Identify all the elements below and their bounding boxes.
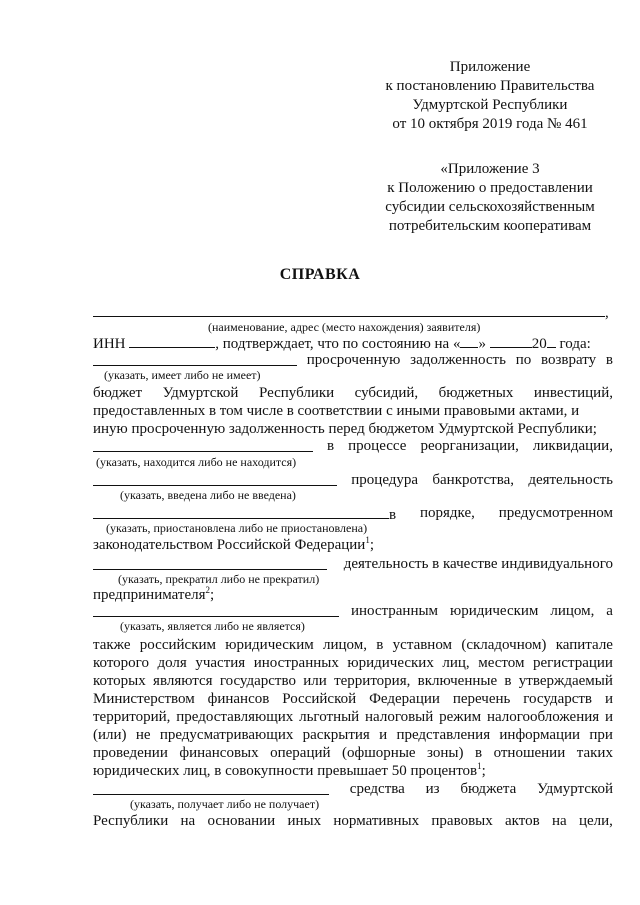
foreign-paragraph-word: капитале xyxy=(555,637,613,653)
debt-line4: иную просроченную задолженность перед бюджетом Удмуртской Республики; xyxy=(93,421,597,437)
foreign-paragraph-word: государств xyxy=(523,691,593,707)
appendix3-line: к Положению о предоставлении xyxy=(387,180,593,196)
footnote-ref: 1 xyxy=(365,535,370,545)
foreign-line xyxy=(93,603,613,620)
foreign-paragraph-word: и xyxy=(604,709,613,725)
day-blank xyxy=(460,334,478,348)
foreign-paragraph-word: в xyxy=(504,673,512,689)
foreign-paragraph-word: которых xyxy=(93,673,146,689)
debt-line2-word: Республики xyxy=(258,385,335,401)
activity-word: порядке, xyxy=(419,505,475,521)
foreign-paragraph-word: налогообложения xyxy=(486,709,600,725)
bankruptcy-blank xyxy=(93,472,337,486)
funds-line2-word: Республики xyxy=(93,813,169,829)
activity-word: предусмотренном xyxy=(498,505,613,521)
reorg-word: процессе xyxy=(348,438,407,454)
foreign-paragraph-word: информации xyxy=(499,727,581,743)
reorg-word: реорганизации, xyxy=(420,438,519,454)
entrepreneur-blank xyxy=(93,556,327,570)
foreign-paragraph-word: юридических xyxy=(347,655,434,671)
foreign-word: иностранным xyxy=(350,603,439,619)
foreign-paragraph-word: (складочном) xyxy=(461,637,547,653)
foreign-paragraph-line xyxy=(93,727,613,744)
reorg-word: в xyxy=(327,438,335,454)
foreign-paragraph-word: не xyxy=(135,727,151,743)
foreign-paragraph-word: регистрации xyxy=(532,655,613,671)
foreign-last-line xyxy=(93,763,613,780)
appendix-line: Удмуртской Республики xyxy=(412,97,568,113)
funds-caption: (указать, получает либо не получает) xyxy=(130,797,320,811)
funds-line2-word: на xyxy=(180,813,196,829)
reorg-blank xyxy=(93,438,313,452)
inn-text1: , подтверждает, что по состоянию на « xyxy=(215,336,461,352)
debt-line xyxy=(93,352,613,369)
foreign-paragraph-word: проведении xyxy=(93,745,168,761)
funds-line2-word: иных xyxy=(287,813,322,829)
foreign-paragraph-word: отношении xyxy=(493,745,566,761)
debt-word: просроченную xyxy=(306,352,401,368)
foreign-paragraph-word: перечень xyxy=(452,691,511,707)
law-text: законодательством Российской Федерации xyxy=(93,537,366,553)
document-title: СПРАВКА xyxy=(279,266,361,283)
law-line xyxy=(93,537,613,554)
inn-text4: года: xyxy=(559,336,591,352)
funds-line2-word: актов xyxy=(505,813,540,829)
activity-blank xyxy=(93,505,389,519)
bankruptcy-caption: (указать, введена либо не введена) xyxy=(120,488,296,502)
foreign-paragraph-word: таких xyxy=(576,745,613,761)
funds-line2 xyxy=(93,813,613,830)
appendix3-line: субсидии сельскохозяйственным xyxy=(385,199,595,215)
applicant-comma: , xyxy=(605,305,609,321)
foreign-paragraph-word: Федерации xyxy=(369,691,440,707)
foreign-paragraph-word: Министерством xyxy=(93,691,195,707)
foreign-paragraph-word: территорий, xyxy=(93,709,171,725)
debt-line3: предоставленных в том числе в соответствии с иными правовыми актами, и xyxy=(93,403,580,419)
foreign-paragraph-word: доля xyxy=(157,655,187,671)
appendix3-header xyxy=(360,160,620,236)
foreign-paragraph-word: операций xyxy=(270,745,331,761)
entrepreneur-text: деятельность в качестве индивидуального xyxy=(343,556,613,572)
foreign-caption: (указать, является либо не является) xyxy=(120,619,305,633)
foreign-paragraph-word: (офшорные xyxy=(342,745,416,761)
inn-line xyxy=(93,334,613,353)
debt-caption: (указать, имеет либо не имеет) xyxy=(104,368,261,382)
foreign-paragraph-word: территория, xyxy=(334,673,411,689)
foreign-paragraph-line xyxy=(93,655,613,672)
bankruptcy-word: процедура xyxy=(351,472,419,488)
debt-line2-word: бюджет xyxy=(93,385,143,401)
debt-line2 xyxy=(93,385,613,402)
reorg-caption: (указать, находится либо не находится) xyxy=(96,455,297,469)
foreign-paragraph-word: и xyxy=(379,727,388,743)
foreign-paragraph-word: финансовых xyxy=(179,745,259,761)
applicant-blank xyxy=(93,303,605,317)
foreign-paragraph-line xyxy=(93,637,613,654)
foreign-paragraph-line xyxy=(93,745,613,762)
foreign-paragraph-word: участия xyxy=(195,655,246,671)
foreign-paragraph-word: также xyxy=(93,637,131,653)
funds-word: бюджета xyxy=(460,781,517,797)
bankruptcy-word: банкротства, xyxy=(432,472,515,488)
foreign-paragraph-word: при xyxy=(589,727,613,743)
foreign-blank xyxy=(93,603,339,617)
bankruptcy-line xyxy=(93,472,613,489)
foreign-paragraph-word: представления xyxy=(396,727,491,743)
funds-line xyxy=(93,781,613,798)
funds-blank xyxy=(93,781,329,795)
appendix-line: к постановлению Правительства xyxy=(385,78,595,94)
applicant-caption: (наименование, адрес (место нахождения) заявителя) xyxy=(208,320,481,334)
inn-text2: » xyxy=(478,336,486,352)
foreign-paragraph-line xyxy=(93,691,613,708)
reorg-line xyxy=(93,438,613,455)
funds-line2-word: на xyxy=(551,813,567,829)
law-end: ; xyxy=(369,537,374,553)
foreign-paragraph-word: режим xyxy=(439,709,482,725)
foreign-paragraph-word: зоны) xyxy=(427,745,464,761)
foreign-last-text: юридических лиц, в совокупности превышает 50 процентов xyxy=(93,763,478,779)
debt-word: задолженность xyxy=(410,352,506,368)
foreign-paragraph-word: являются xyxy=(153,673,213,689)
funds-word: средства xyxy=(349,781,405,797)
foreign-paragraph-word: которого xyxy=(93,655,149,671)
appendix-header xyxy=(360,58,620,134)
bankruptcy-word: деятельность xyxy=(528,472,613,488)
debt-word: в xyxy=(605,352,613,368)
debt-line2-word: инвестиций, xyxy=(533,385,613,401)
funds-line2-word: нормативных xyxy=(333,813,420,829)
funds-word: Удмуртской xyxy=(537,781,613,797)
debt-line2-word: бюджетных xyxy=(438,385,514,401)
foreign-paragraph-word: налоговый xyxy=(365,709,434,725)
foreign-paragraph-word: российским xyxy=(139,637,217,653)
funds-word: из xyxy=(425,781,440,797)
foreign-paragraph-word: утверждаемый xyxy=(518,673,613,689)
footnote-ref: 1 xyxy=(477,761,482,771)
activity-prefix: в xyxy=(389,507,397,523)
debt-line2-word: Удмуртской xyxy=(162,385,239,401)
appendix-line: Приложение xyxy=(449,59,531,75)
foreign-paragraph-word: в xyxy=(474,745,483,761)
month-blank xyxy=(490,334,532,348)
foreign-word: лицом, xyxy=(550,603,595,619)
entrepreneur-caption: (указать, прекратил либо не прекратил) xyxy=(118,572,320,586)
foreign-paragraph-word: (или) xyxy=(93,727,127,743)
foreign-paragraph-word: местом xyxy=(478,655,525,671)
foreign-paragraph-word: Российской xyxy=(282,691,357,707)
foreign-paragraph-word: в xyxy=(376,637,384,653)
inn-year: 20 xyxy=(531,336,547,352)
foreign-paragraph-word: лиц, xyxy=(442,655,470,671)
inn-blank xyxy=(129,334,215,348)
foreign-paragraph-word: лицом, xyxy=(323,637,368,653)
foreign-paragraph-line xyxy=(93,673,613,690)
year-blank xyxy=(547,334,556,348)
foreign-paragraph-word: государство xyxy=(219,673,296,689)
foreign-last-end: ; xyxy=(481,763,486,779)
foreign-paragraph-word: юридическим xyxy=(225,637,314,653)
funds-line2-word: правовых xyxy=(431,813,493,829)
appendix3-line: «Приложение 3 xyxy=(440,161,540,177)
funds-line2-word: цели, xyxy=(578,813,613,829)
activity-caption: (указать, приостановлена либо не приостановлена) xyxy=(106,521,368,535)
debt-line2-word: субсидий, xyxy=(354,385,419,401)
debt-word: по xyxy=(515,352,532,368)
debt-word: возврату xyxy=(540,352,597,368)
foreign-paragraph-word: и xyxy=(604,691,613,707)
footnote-ref: 2 xyxy=(205,585,210,595)
appendix3-line: потребительским кооперативам xyxy=(388,218,592,234)
foreign-paragraph-word: раскрытия xyxy=(302,727,370,743)
inn-label: ИНН xyxy=(93,336,126,352)
entrepreneur-line2 xyxy=(93,587,613,604)
entrepreneur-word: предпринимателя xyxy=(93,587,206,603)
foreign-word: а xyxy=(606,603,613,619)
foreign-paragraph-word: или xyxy=(303,673,327,689)
foreign-paragraph-word: льготный xyxy=(299,709,360,725)
foreign-paragraph-word: предусматривающих xyxy=(159,727,294,743)
foreign-paragraph-word: финансов xyxy=(207,691,270,707)
entrepreneur-line xyxy=(93,556,613,573)
foreign-paragraph-line xyxy=(93,709,613,726)
debt-blank xyxy=(93,352,297,366)
foreign-word: юридическим xyxy=(449,603,539,619)
foreign-paragraph-word: уставном xyxy=(392,637,453,653)
foreign-paragraph-word: включенные xyxy=(417,673,498,689)
entrepreneur-end: ; xyxy=(210,587,215,603)
reorg-word: ликвидации, xyxy=(532,438,613,454)
funds-line2-word: основании xyxy=(207,813,276,829)
appendix-line: от 10 октября 2019 года № 461 xyxy=(392,116,588,132)
foreign-paragraph-word: предоставляющих xyxy=(176,709,294,725)
foreign-paragraph-word: иностранных xyxy=(253,655,339,671)
